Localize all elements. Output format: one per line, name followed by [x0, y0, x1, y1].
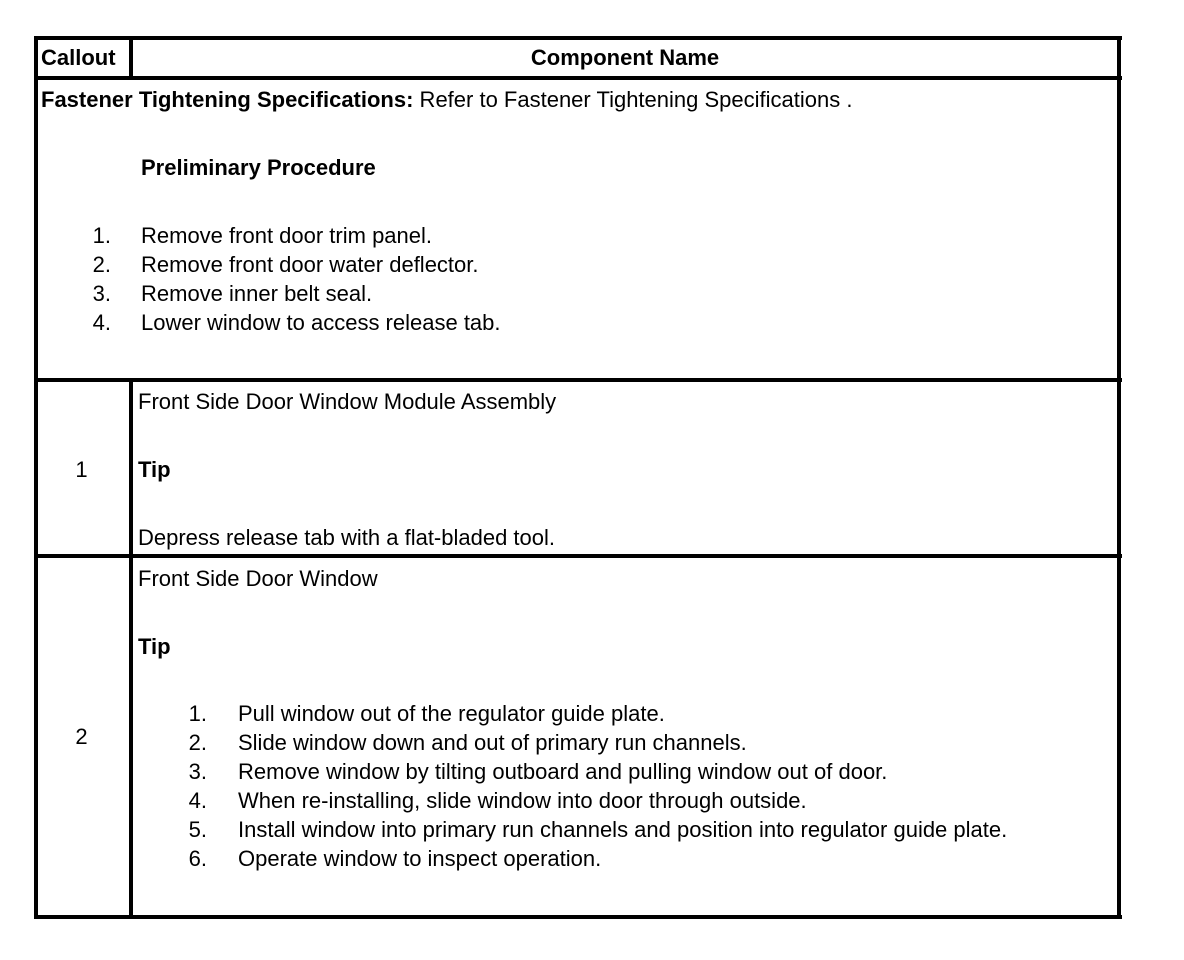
fastener-spec-text: Refer to Fastener Tightening Specifications .: [413, 87, 853, 112]
step-number: 2.: [188, 730, 207, 755]
step-number: 1.: [92, 223, 111, 248]
list-item: [34, 279, 1114, 308]
header-component-name: Component Name: [530, 45, 720, 70]
row-1-callout: 1: [75, 457, 88, 482]
step-number: 2.: [92, 252, 111, 277]
step-number: 4.: [92, 310, 111, 335]
table-border-right: [1117, 36, 1121, 919]
step-text: Install window into primary run channels and position into regulator guide plate.: [238, 817, 1008, 842]
intro-divider: [34, 378, 1122, 382]
step-text: Pull window out of the regulator guide plate.: [238, 701, 665, 726]
step-number: 3.: [188, 759, 207, 784]
step-number: 3.: [92, 281, 111, 306]
list-item: [34, 728, 1116, 757]
step-text: Remove front door trim panel.: [141, 223, 433, 248]
list-item: [34, 757, 1116, 786]
fastener-spec-label: Fastener Tightening Specifications:: [41, 87, 414, 112]
row-1-component-name: Front Side Door Window Module Assembly: [138, 389, 557, 414]
step-text: Lower window to access release tab.: [141, 310, 501, 335]
step-number: 4.: [188, 788, 207, 813]
component-table: [34, 36, 1122, 919]
step-text: Remove inner belt seal.: [141, 281, 373, 306]
header-callout: Callout: [41, 45, 116, 70]
header-divider: [34, 76, 1122, 80]
row-2-callout: 2: [75, 724, 88, 749]
preliminary-title: Preliminary Procedure: [141, 155, 376, 180]
list-item: [34, 250, 1114, 279]
list-item: [34, 844, 1116, 873]
list-item: [34, 221, 1114, 250]
step-text: Remove front door water deflector.: [141, 252, 479, 277]
table-border-bottom: [34, 915, 1122, 919]
step-text: Remove window by tilting outboard and pulling window out of door.: [238, 759, 888, 784]
row-2-component-name: Front Side Door Window: [138, 566, 378, 591]
step-text: Slide window down and out of primary run channels.: [238, 730, 747, 755]
step-number: 1.: [188, 701, 207, 726]
step-number: 6.: [188, 846, 207, 871]
row-1-tip-label: Tip: [138, 457, 171, 482]
list-item: [34, 815, 1116, 844]
row-1-tip-text: Depress release tab with a flat-bladed tool.: [138, 525, 556, 550]
step-number: 5.: [188, 817, 207, 842]
preliminary-steps: [34, 221, 1114, 337]
table-border-top: [34, 36, 1122, 40]
list-item: [34, 786, 1116, 815]
row-2-steps: [34, 699, 1116, 873]
row-2-tip-label: Tip: [138, 634, 171, 659]
list-item: [34, 308, 1114, 337]
row-divider: [34, 554, 1122, 558]
fastener-spec-line: [41, 85, 852, 114]
step-text: When re-installing, slide window into door through outside.: [238, 788, 807, 813]
list-item: [34, 699, 1116, 728]
step-text: Operate window to inspect operation.: [238, 846, 602, 871]
